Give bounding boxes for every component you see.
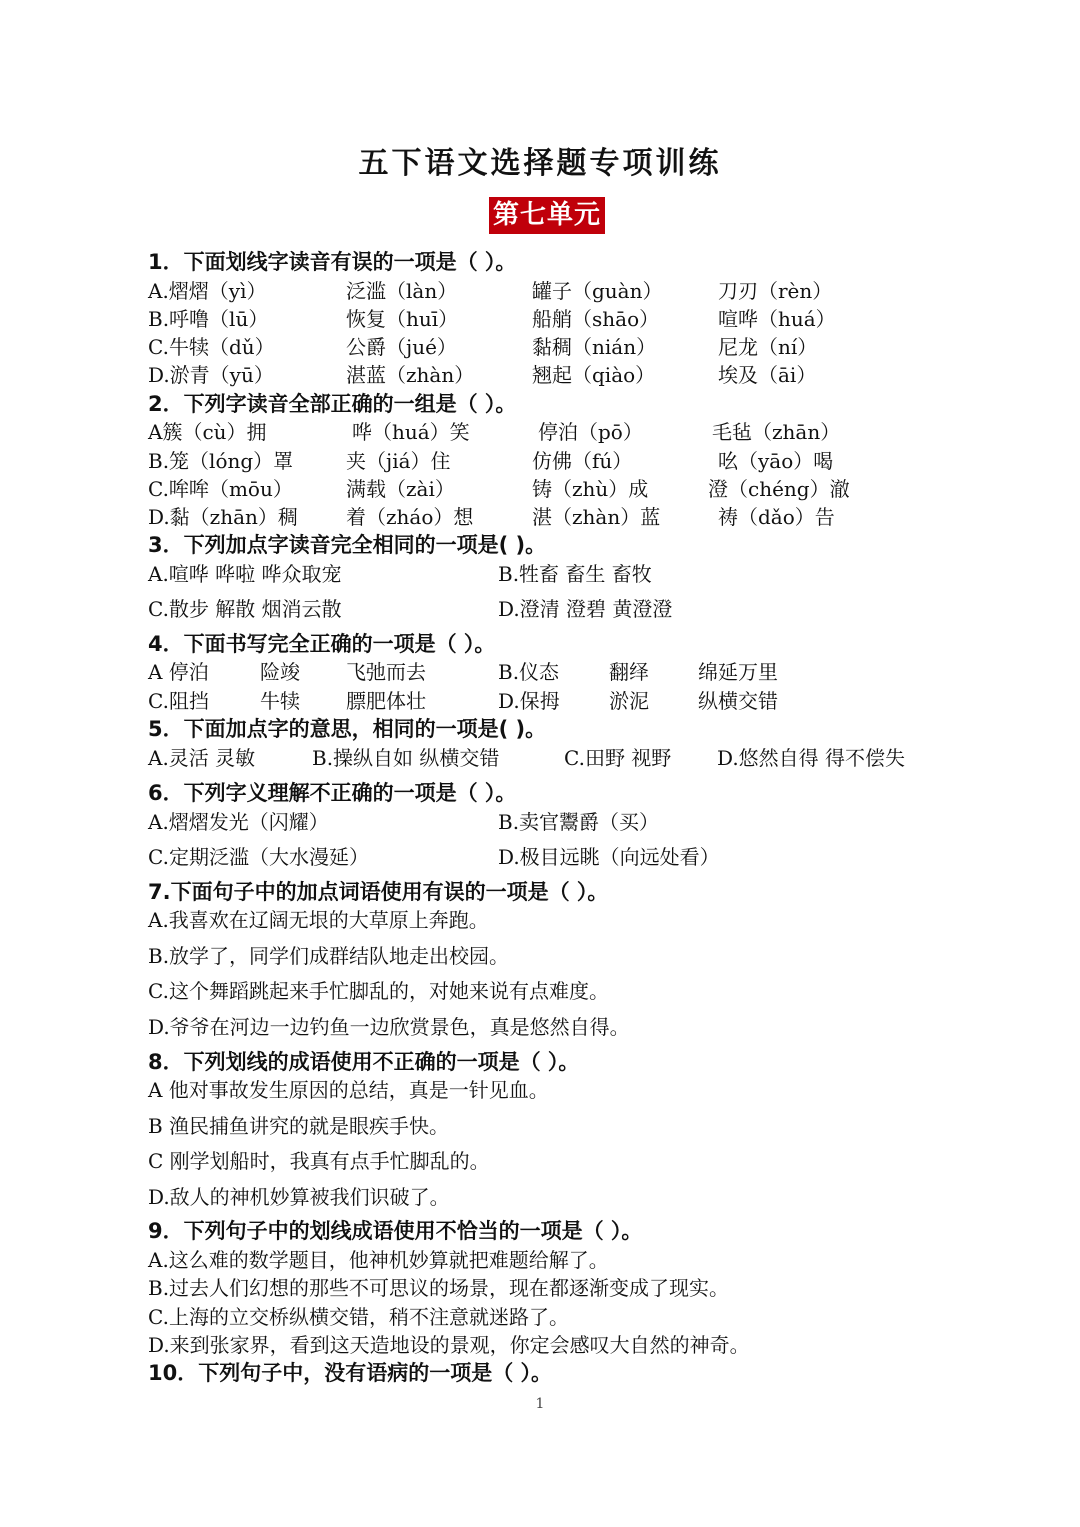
option: B.卖官鬻爵（买）	[498, 810, 660, 834]
question-stem: 5．下面加点字的意思，相同的一项是( )。	[148, 717, 547, 741]
option: 吆（yāo）喝	[718, 449, 834, 473]
question-stem: 7.下面句子中的加点词语使用有误的一项是（ ）。	[148, 880, 609, 904]
option: A.熠熠发光（闪耀）	[148, 810, 329, 834]
option: D.保拇	[498, 689, 560, 713]
option: D.黏（zhān）稠	[148, 505, 298, 529]
option: 恢复（huī）	[346, 307, 459, 331]
option: C.定期泛滥（大水漫延）	[148, 845, 369, 869]
option: 险竣	[260, 660, 300, 684]
option: C.田野 视野	[564, 746, 672, 770]
question-stem: 8．下列划线的成语使用不正确的一项是（ ）。	[148, 1050, 580, 1074]
option: C.牛犊（dǔ）	[148, 335, 275, 359]
option: 着（zháo）想	[346, 505, 474, 529]
option: 绵延万里	[698, 660, 778, 684]
option: D.敌人的神机妙算被我们识破了。	[148, 1185, 450, 1209]
option: A.熠熠（yì）	[148, 279, 267, 303]
option: D.来到张家界，看到这天造地设的景观，你定会感叹大自然的神奇。	[148, 1333, 750, 1357]
option: A.喧哗 哗啦 哗众取宠	[148, 562, 342, 586]
option: 毛毡（zhān）	[712, 420, 841, 444]
question-stem: 6．下列字义理解不正确的一项是（ ）。	[148, 781, 517, 805]
option: D.极目远眺（向远处看）	[498, 845, 720, 869]
option: 膘肥体壮	[346, 689, 426, 713]
option: D.淤青（yū）	[148, 363, 274, 387]
option: B.呼噜（lū）	[148, 307, 269, 331]
option: 澄（chéng）澈	[708, 477, 850, 501]
option: B.仪态	[498, 660, 560, 684]
option: A簇（cù）拥	[148, 420, 267, 444]
question-stem: 10．下列句子中，没有语病的一项是（ ）。	[148, 1361, 553, 1385]
option: 刀刃（rèn）	[718, 279, 833, 303]
option: 仿佛（fú）	[532, 449, 633, 473]
page-title: 五下语文选择题专项训练	[358, 146, 722, 181]
option: D.澄清 澄碧 黄澄澄	[498, 597, 673, 621]
option: B 渔民捕鱼讲究的就是眼疾手快。	[148, 1114, 450, 1138]
question-stem: 2．下列字读音全部正确的一组是（ ）。	[148, 392, 517, 416]
option: A.灵活 灵敏	[148, 746, 256, 770]
option: 牛犊	[260, 689, 300, 713]
option: B.牲畜 畜生 畜牧	[498, 562, 652, 586]
option: 淤泥	[609, 689, 649, 713]
option: A 他对事故发生原因的总结，真是一针见血。	[148, 1078, 549, 1102]
option: D.悠然自得 得不偿失	[717, 746, 906, 770]
question-stem: 1．下面划线字读音有误的一项是（ ）。	[148, 250, 517, 274]
option: 船艄（shāo）	[532, 307, 660, 331]
option: 翻绎	[609, 660, 649, 684]
option: C.这个舞蹈跳起来手忙脚乱的，对她来说有点难度。	[148, 979, 609, 1003]
option: 夹（jiá）住	[346, 449, 451, 473]
option: C.上海的立交桥纵横交错，稍不注意就迷路了。	[148, 1305, 569, 1329]
option: 翘起（qiào）	[532, 363, 656, 387]
option: 罐子（guàn）	[532, 279, 663, 303]
option: C.哞哞（mōu）	[148, 477, 293, 501]
option: 祷（dǎo）告	[718, 505, 835, 529]
option: A.这么难的数学题目，他神机妙算就把难题给解了。	[148, 1248, 609, 1272]
option: A 停泊	[148, 660, 209, 684]
page-number: 1	[535, 1396, 545, 1412]
option: 泛滥（làn）	[346, 279, 458, 303]
option: B.过去人们幻想的那些不可思议的场景，现在都逐渐变成了现实。	[148, 1276, 730, 1300]
question-stem: 4．下面书写完全正确的一项是（ ）。	[148, 632, 496, 656]
option: 湛（zhàn）蓝	[532, 505, 661, 529]
option: C 刚学划船时，我真有点手忙脚乱的。	[148, 1149, 490, 1173]
option: 纵横交错	[698, 689, 778, 713]
option: B.操纵自如 纵横交错	[312, 746, 500, 770]
option: 满载（zài）	[346, 477, 455, 501]
option: D.爷爷在河边一边钓鱼一边欣赏景色，真是悠然自得。	[148, 1015, 630, 1039]
option: 埃及（āi）	[718, 363, 817, 387]
option: 飞弛而去	[346, 660, 426, 684]
option: 停泊（pō）	[538, 420, 643, 444]
unit-badge: 第七单元	[489, 197, 605, 234]
option: 铸（zhù）成	[532, 477, 649, 501]
question-stem: 3．下列加点字读音完全相同的一项是( )。	[148, 533, 547, 557]
option: 喧哗（huá）	[718, 307, 836, 331]
option: 黏稠（nián）	[532, 335, 657, 359]
option: A.我喜欢在辽阔无垠的大草原上奔跑。	[148, 908, 489, 932]
option: 湛蓝（zhàn）	[346, 363, 475, 387]
option: B.笼（lóng）罩	[148, 449, 294, 473]
option: 尼龙（ní）	[718, 335, 818, 359]
question-stem: 9．下列句子中的划线成语使用不恰当的一项是（ ）。	[148, 1219, 643, 1243]
option: C.散步 解散 烟消云散	[148, 597, 342, 621]
option: 哗（huá）笑	[352, 420, 470, 444]
option: C.阻挡	[148, 689, 209, 713]
option: 公爵（jué）	[346, 335, 457, 359]
option: B.放学了，同学们成群结队地走出校园。	[148, 944, 510, 968]
